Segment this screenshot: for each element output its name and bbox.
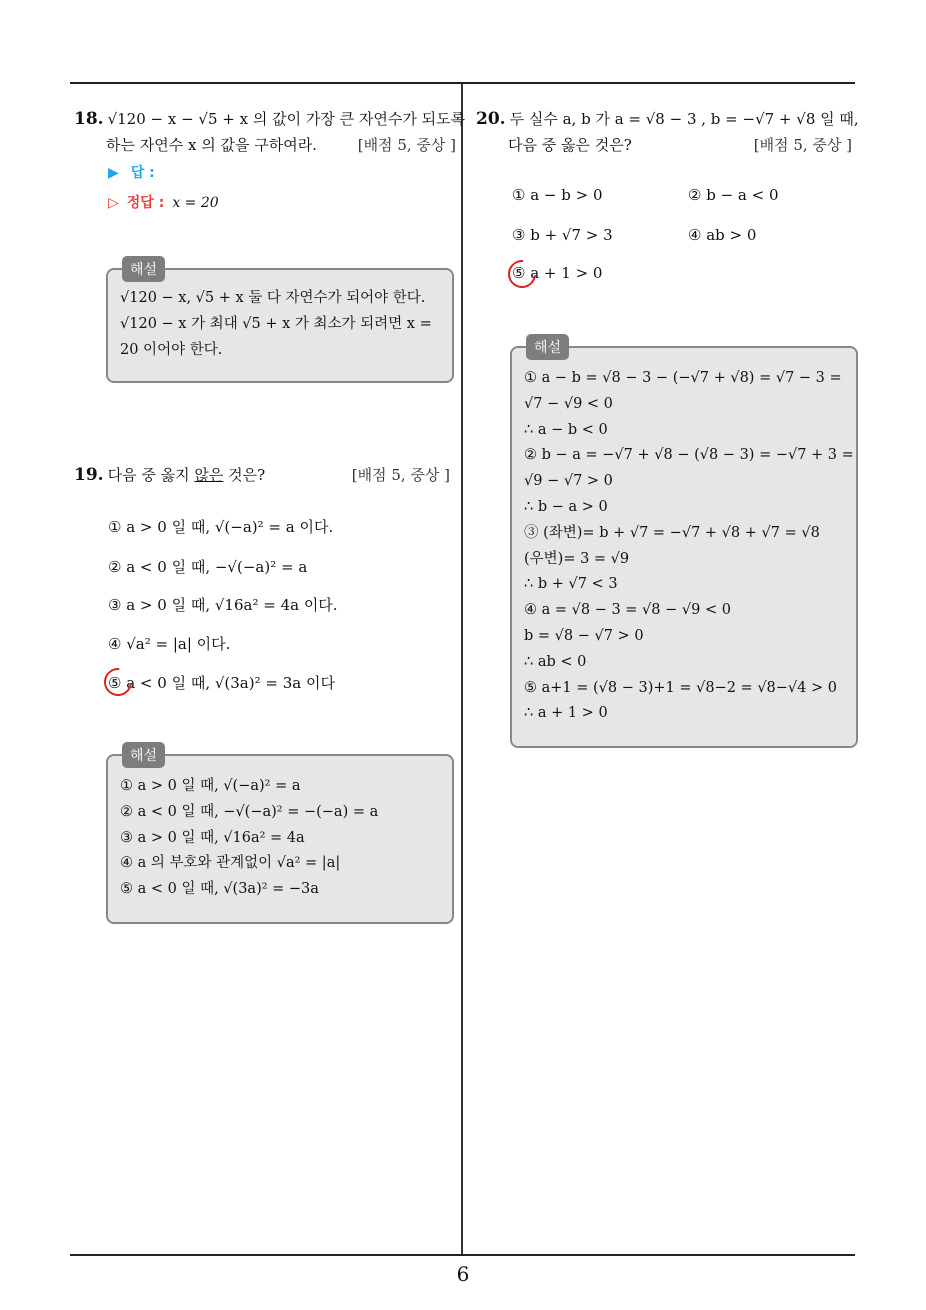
selected-mark-icon [98, 662, 137, 701]
outline-triangle-icon: ▷ [108, 195, 119, 211]
solution-box-20 [510, 340, 858, 748]
solution-line: √9 − √7 > 0 [524, 473, 613, 490]
solution-line: ∴ ab < 0 [524, 653, 587, 670]
column-divider [461, 84, 463, 1254]
question-text-line2: 하는 자연수 x 의 값을 구하여라. [106, 136, 317, 154]
question-19 [74, 462, 450, 488]
solution-tag: 해설 [122, 742, 165, 768]
solution-line: √120 − x 가 최대 √5 + x 가 최소가 되려면 x = [120, 315, 432, 332]
solution-line: ④ a 의 부호와 관계없이 √a² = |a| [120, 855, 341, 872]
page-number: 6 [456, 1262, 470, 1286]
score-meta: [배점 5, 중상 ] [753, 136, 852, 154]
question-text-underline: 않은 [194, 466, 224, 484]
question-text-line1: √120 − x − √5 + x 의 값이 가장 큰 자연수가 되도록 [107, 110, 466, 128]
solution-line: (우변)= 3 = √9 [524, 550, 630, 567]
solution-line: ⑤ a < 0 일 때, √(3a)² = −3a [120, 881, 319, 898]
solution-line: ③ (좌변)= b + √7 = −√7 + √8 + √7 = √8 [524, 524, 820, 541]
solution-line: ∴ b − a > 0 [524, 498, 608, 515]
answer-label: 답 : [130, 165, 155, 181]
question-text-line2: 다음 중 옳은 것은? [508, 136, 632, 154]
solution-line: ④ a = √8 − 3 = √8 − √9 < 0 [524, 602, 731, 619]
score-meta: [배점 5, 중상 ] [357, 136, 456, 154]
option-4[interactable]: ④ ab > 0 [688, 226, 757, 244]
solution-line: √7 − √9 < 0 [524, 395, 613, 412]
solution-line: ② b − a = −√7 + √8 − (√8 − 3) = −√7 + 3 = [524, 447, 854, 464]
solution-tag: 해설 [526, 334, 569, 360]
question-number: 19. [74, 465, 104, 485]
option-5[interactable]: ⑤ a < 0 일 때, √(3a)² = 3a 이다 [108, 674, 335, 692]
solution-line: ① a > 0 일 때, √(−a)² = a [120, 778, 301, 794]
question-number: 20. [476, 109, 506, 129]
solution-line: b = √8 − √7 > 0 [524, 627, 644, 644]
solution-box-19 [106, 748, 454, 924]
option-5[interactable]: ⑤ a + 1 > 0 [512, 264, 603, 282]
solution-line: √120 − x, √5 + x 둘 다 자연수가 되어야 한다. [120, 290, 426, 306]
selected-mark-icon [502, 254, 541, 293]
correct-label: 정답 : [126, 195, 165, 211]
option-3[interactable]: ③ b + √7 > 3 [512, 226, 613, 244]
question-text-line1: 두 실수 a, b 가 a = √8 − 3 , b = −√7 + √8 일 때, [509, 110, 859, 128]
solution-line: ⑤ a+1 = (√8 − 3)+1 = √8−2 = √8−√4 > 0 [524, 679, 837, 696]
question-text-after: 것은? [223, 466, 266, 484]
option-4[interactable]: ④ √a² = |a| 이다. [108, 635, 231, 653]
solution-box-18 [106, 262, 454, 383]
solution-line: 20 이어야 한다. [120, 341, 223, 358]
option-1[interactable]: ① a > 0 일 때, √(−a)² = a 이다. [108, 518, 334, 536]
solution-tag: 해설 [122, 256, 165, 282]
question-20 [476, 106, 859, 158]
solution-line: ∴ a + 1 > 0 [524, 705, 608, 722]
solution-line: ∴ a − b < 0 [524, 421, 608, 438]
solution-line: ∴ b + √7 < 3 [524, 576, 618, 593]
solution-line: ② a < 0 일 때, −√(−a)² = −(−a) = a [120, 803, 379, 820]
question-number: 18. [74, 109, 104, 129]
option-2[interactable]: ② a < 0 일 때, −√(−a)² = a [108, 558, 308, 576]
bottom-rule [70, 1254, 855, 1256]
score-meta: [배점 5, 중상 ] [351, 466, 450, 484]
option-1[interactable]: ① a − b > 0 [512, 186, 603, 204]
play-triangle-icon: ▶ [108, 165, 119, 181]
solution-line: ③ a > 0 일 때, √16a² = 4a [120, 829, 305, 846]
solution-line: ① a − b = √8 − 3 − (−√7 + √8) = √7 − 3 = [524, 370, 842, 386]
correct-value: x = 20 [172, 195, 219, 211]
option-3[interactable]: ③ a > 0 일 때, √16a² = 4a 이다. [108, 596, 338, 614]
correct-answer-row [108, 192, 219, 212]
answer-row [108, 162, 155, 182]
question-18 [74, 106, 466, 158]
question-text-before: 다음 중 옳지 [107, 466, 195, 484]
option-2[interactable]: ② b − a < 0 [688, 186, 779, 204]
